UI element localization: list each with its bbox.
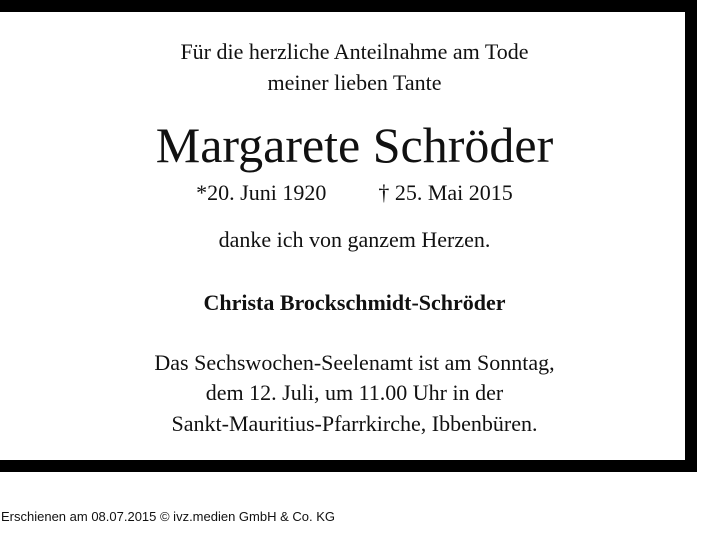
service-line-1: Das Sechswochen-Seelenamt ist am Sonntag, <box>154 350 555 375</box>
deceased-name: Margarete Schröder <box>155 117 554 173</box>
publication-footer: Erschienen am 08.07.2015 © ivz.medien GmbH & Co. KG <box>1 509 336 524</box>
thanks-line-1: Für die herzliche Anteilnahme am Tode <box>180 39 529 64</box>
thanks-line-2: meiner lieben Tante <box>267 70 442 95</box>
service-line-3: Sankt-Mauritius-Pfarrkirche, Ibbenbüren. <box>171 411 538 436</box>
life-dates <box>0 182 709 204</box>
service-line-2: dem 12. Juli, um 11.00 Uhr in der <box>205 380 504 405</box>
death-date: † 25. Mai 2015 <box>378 180 513 205</box>
birth-date: *20. Juni 1920 <box>196 180 327 205</box>
closing-line: danke ich von ganzem Herzen. <box>218 227 491 252</box>
signer-name: Christa Brockschmidt-Schröder <box>203 290 506 315</box>
